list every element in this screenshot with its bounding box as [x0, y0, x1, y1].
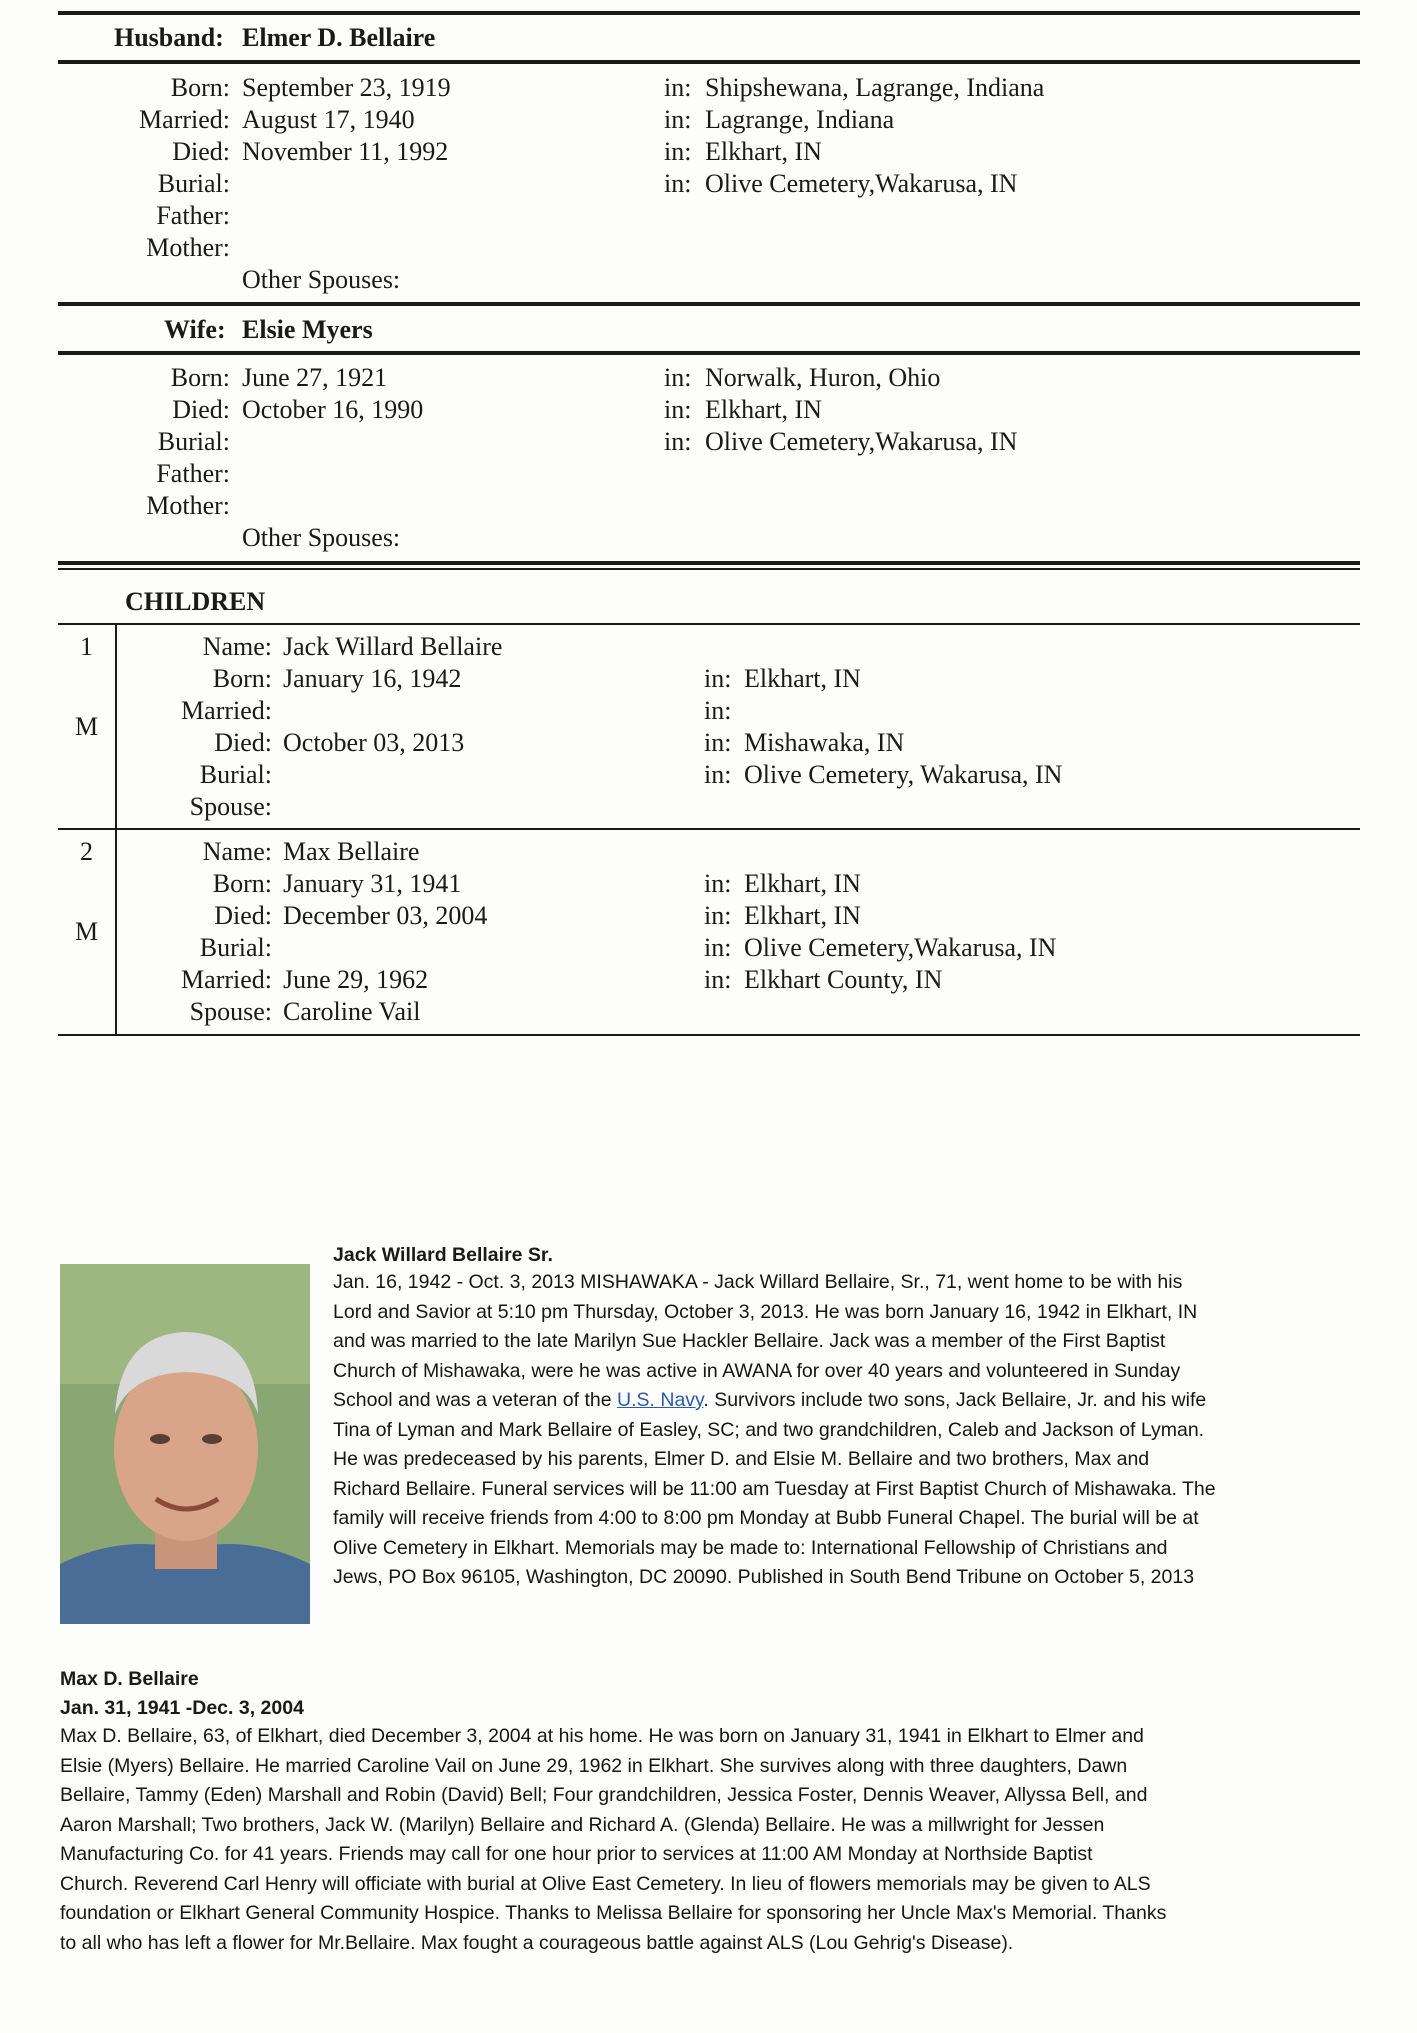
obituary-line: Tina of Lyman and Mark Bellaire of Easley, SC; and two grandchildren, Caleb and Jackson of Lyman. [333, 1418, 1205, 1441]
child-1-spouse-label: Spouse: [189, 792, 272, 821]
obituary-max-body [60, 1722, 1166, 1958]
child-2-born-in: in: [704, 869, 732, 898]
child-1-married-in: in: [704, 696, 732, 725]
wife-born-in: in: [664, 363, 692, 392]
obituary-line: family will receive friends from 4:00 to 8:00 pm Monday at Bubb Funeral Chapel. The burial will be at [333, 1507, 1199, 1529]
children-heading: CHILDREN [125, 587, 266, 616]
child-1-name-value: Jack Willard Bellaire [283, 632, 503, 661]
child-2-born-place: Elkhart, IN [744, 869, 861, 898]
child-2-burial-label: Burial: [199, 933, 272, 962]
husband-married-value: August 17, 1940 [242, 105, 415, 134]
obituary-line: He was predeceased by his parents, Elmer D. and Elsie M. Bellaire and two brothers, Max and [333, 1448, 1150, 1470]
obituary-jack-body [333, 1268, 1216, 1593]
child-2-died-place: Elkhart, IN [744, 901, 861, 930]
wife-born-value: June 27, 1921 [242, 363, 388, 392]
children-separator-rule [58, 828, 1360, 830]
husband-born-label: Born: [170, 73, 230, 102]
wife-born-label: Born: [170, 363, 230, 392]
wife-heading-rule [58, 351, 1360, 355]
obituary-line-navy [333, 1386, 1216, 1416]
husband-born-value: September 23, 1919 [242, 73, 451, 102]
obituary-line: Jews, PO Box 96105, Washington, DC 20090. Published in South Bend Tribune on October 5, 2013 [333, 1566, 1195, 1588]
husband-heading-label: Husband: [114, 23, 224, 52]
obituary-jack-title: Jack Willard Bellaire Sr. [333, 1244, 553, 1266]
wife-name: Elsie Myers [242, 315, 373, 344]
children-top-rule-1 [58, 561, 1360, 565]
top-rule [58, 11, 1360, 15]
obituary-line: Jan. 16, 1942 - Oct. 3, 2013 MISHAWAKA - Jack Willard Bellaire, Sr., 71, went home to be with his [333, 1271, 1183, 1293]
child-1-name-label: Name: [202, 632, 272, 661]
child-2-died-value: December 03, 2004 [283, 901, 488, 930]
child-1-burial-place: Olive Cemetery, Wakarusa, IN [744, 760, 1063, 789]
child-2-born-value: January 31, 1941 [283, 869, 462, 898]
husband-other-spouses-label: Other Spouses: [242, 265, 401, 294]
child-2-burial-in: in: [704, 933, 732, 962]
husband-heading-rule [58, 60, 1360, 64]
children-bottom-rule [58, 1034, 1360, 1036]
wife-burial-in: in: [664, 427, 692, 456]
obituary-line: Olive Cemetery in Elkhart. Memorials may be made to: International Fellowship of Christians and [333, 1536, 1168, 1559]
husband-name: Elmer D. Bellaire [242, 23, 436, 52]
obituary-line: to all who has left a flower for Mr.Bellaire. Max fought a courageous battle against ALS (Lou Gehrig's Disease). [60, 1931, 1014, 1954]
child-1-burial-in: in: [704, 760, 732, 789]
husband-died-label: Died: [172, 137, 230, 166]
child-1-died-place: Mishawaka, IN [744, 728, 905, 757]
obituary-line: and was married to the late Marilyn Sue Hackler Bellaire. Jack was a member of the First Baptist [333, 1330, 1166, 1352]
obituary-text: . Survivors include two sons, Jack Bellaire, Jr. and his wife [703, 1389, 1207, 1411]
child-1-born-label: Born: [212, 664, 272, 693]
children-top-rule-2 [58, 568, 1360, 570]
husband-burial-label: Burial: [157, 169, 230, 198]
obituary-line: Richard Bellaire. Funeral services will be 11:00 am Tuesday at First Baptist Church of Mishawaka. The [333, 1477, 1216, 1500]
child-2-burial-place: Olive Cemetery,Wakarusa, IN [744, 933, 1057, 962]
child-number: 1 [80, 632, 93, 661]
obituary-line: foundation or Elkhart General Community Hospice. Thanks to Melissa Bellaire for sponsoring her Uncle Max's Memorial. Thanks [60, 1902, 1167, 1924]
husband-died-value: November 11, 1992 [242, 137, 449, 166]
child-1-died-value: October 03, 2013 [283, 728, 465, 757]
child-2-married-label: Married: [181, 965, 272, 994]
obituary-line: Manufacturing Co. for 41 years. Friends may call for one hour prior to services at 11:00 AM Monday at Northside Baptist [60, 1843, 1093, 1865]
child-1-born-place: Elkhart, IN [744, 664, 861, 693]
husband-born-in: in: [664, 73, 692, 102]
husband-died-place: Elkhart, IN [705, 137, 822, 166]
husband-married-in: in: [664, 105, 692, 134]
portrait-image [60, 1264, 310, 1624]
us-navy-link[interactable]: U.S. Navy [617, 1389, 704, 1411]
child-1-burial-label: Burial: [199, 760, 272, 789]
wife-other-spouses-label: Other Spouses: [242, 523, 401, 552]
child-1-married-label: Married: [181, 696, 272, 725]
husband-married-label: Married: [139, 105, 230, 134]
wife-burial-place: Olive Cemetery,Wakarusa, IN [705, 427, 1018, 456]
children-heading-rule [58, 623, 1360, 625]
husband-burial-in: in: [664, 169, 692, 198]
obituary-line: Church. Reverend Carl Henry will officiate with burial at Olive East Cemetery. In lieu of flowers memorials may be given to ALS [60, 1872, 1151, 1895]
wife-died-value: October 16, 1990 [242, 395, 424, 424]
obituary-line: Bellaire, Tammy (Eden) Marshall and Robin (David) Bell; Four grandchildren, Jessica Foster, Dennis Weaver, Allyssa Bell, and [60, 1784, 1148, 1806]
husband-married-place: Lagrange, Indiana [705, 105, 895, 134]
husband-mother-label: Mother: [146, 233, 230, 262]
child-2-married-value: June 29, 1962 [283, 965, 429, 994]
child-2-died-in: in: [704, 901, 732, 930]
husband-burial-place: Olive Cemetery,Wakarusa, IN [705, 169, 1018, 198]
child-1-died-label: Died: [214, 728, 272, 757]
child-2-spouse-value: Caroline Vail [283, 997, 421, 1026]
obituary-line: Aaron Marshall; Two brothers, Jack W. (Marilyn) Bellaire and Richard A. (Glenda) Bellaire. He was a millwright for Jessen [60, 1813, 1105, 1836]
child-sex: M [74, 712, 99, 741]
child-number: 2 [80, 837, 93, 866]
obituary-line: Lord and Savior at 5:10 pm Thursday, October 3, 2013. He was born January 16, 1942 in Elkhart, IN [333, 1300, 1198, 1323]
husband-born-place: Shipshewana, Lagrange, Indiana [705, 73, 1045, 102]
wife-heading-label: Wife: [164, 315, 226, 344]
obituary-photo [60, 1264, 310, 1624]
child-sex: M [74, 917, 99, 946]
child-1-born-in: in: [704, 664, 732, 693]
obituary-line: Elsie (Myers) Bellaire. He married Caroline Vail on June 29, 1962 in Elkhart. She survives along with three daughters, Dawn [60, 1754, 1128, 1777]
husband-father-label: Father: [156, 201, 230, 230]
child-2-spouse-label: Spouse: [189, 997, 272, 1026]
obituary-max-dates: Jan. 31, 1941 -Dec. 3, 2004 [60, 1697, 304, 1719]
wife-born-place: Norwalk, Huron, Ohio [705, 363, 941, 392]
obituary-line: Max D. Bellaire, 63, of Elkhart, died December 3, 2004 at his home. He was born on January 31, 1941 in Elkhart to Elmer and [60, 1725, 1144, 1747]
child-2-married-place: Elkhart County, IN [744, 965, 943, 994]
child-2-name-label: Name: [202, 837, 272, 866]
wife-died-place: Elkhart, IN [705, 395, 822, 424]
wife-mother-label: Mother: [146, 491, 230, 520]
child-1-born-value: January 16, 1942 [283, 664, 462, 693]
child-2-name-value: Max Bellaire [283, 837, 420, 866]
obituary-line: Church of Mishawaka, were he was active in AWANA for over 40 years and volunteered in Sunday [333, 1359, 1181, 1382]
child-2-married-in: in: [704, 965, 732, 994]
child-2-died-label: Died: [214, 901, 272, 930]
child-2-born-label: Born: [212, 869, 272, 898]
obituary-text: School and was a veteran of the [333, 1389, 618, 1411]
wife-died-in: in: [664, 395, 692, 424]
child-1-died-in: in: [704, 728, 732, 757]
wife-father-label: Father: [156, 459, 230, 488]
obituary-max-title: Max D. Bellaire [60, 1668, 199, 1690]
husband-died-in: in: [664, 137, 692, 166]
wife-burial-label: Burial: [157, 427, 230, 456]
wife-died-label: Died: [172, 395, 230, 424]
wife-top-rule [58, 302, 1360, 306]
